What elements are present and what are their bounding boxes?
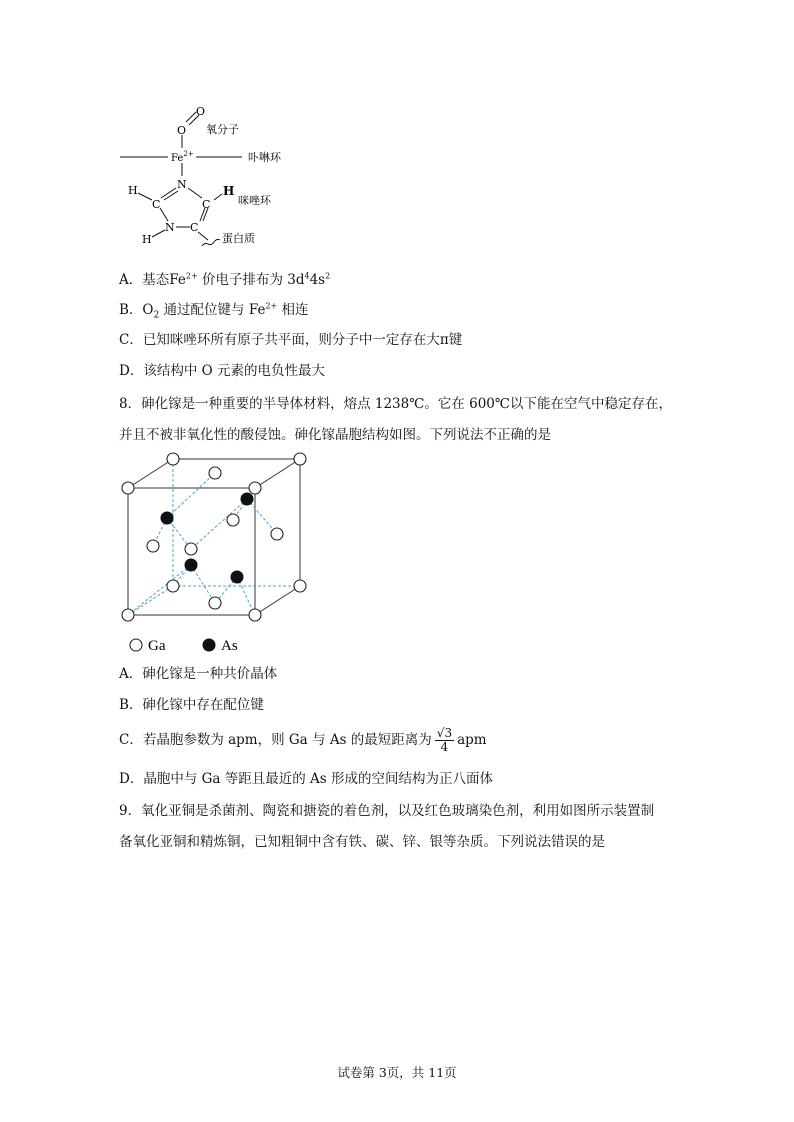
q7-option-c: C．已知咪唑环所有原子共平面，则分子中一定存在大π键: [119, 332, 463, 348]
q8-c-suffix: apm: [457, 732, 487, 748]
h-bond: [138, 193, 152, 200]
q9-stem-line1: 9．氧化亚铜是杀菌剂、陶瓷和搪瓷的着色剂，以及红色玻璃染色剂，利用如图所示装置制: [119, 803, 655, 819]
as-atom: [161, 512, 173, 524]
atom-c-bottom: C: [190, 221, 199, 234]
atom-fe-symbol: Fe: [171, 153, 184, 164]
as-atom: [231, 571, 243, 583]
legend-ga-label: Ga: [148, 638, 166, 654]
atom-fe-charge: 2+: [183, 150, 194, 158]
ga-atom: [185, 543, 197, 555]
atom-h-left: H: [128, 184, 138, 197]
q7-option-b: [119, 300, 309, 320]
ring-bond: [164, 191, 178, 200]
protein-label: 蛋白质: [222, 232, 255, 245]
bond-line: [247, 499, 277, 534]
q8-option-c: [119, 722, 487, 758]
bond-line: [128, 565, 191, 615]
legend-as-label: As: [221, 638, 238, 654]
q7-b-sup1: 2+: [265, 301, 278, 311]
q8-c-fraction-den: 4: [440, 740, 449, 754]
ga-atom: [227, 514, 239, 526]
ga-atom: [209, 597, 221, 609]
ga-atom: [249, 609, 261, 621]
as-atom: [241, 493, 253, 505]
q7-b-prefix: B．O: [119, 302, 154, 318]
q7-a-sup3: 2: [325, 271, 331, 281]
ga-atom: [122, 609, 134, 621]
ring-bond: [160, 208, 168, 221]
atom-c-right: C: [202, 198, 211, 211]
bond-line: [191, 565, 215, 603]
q8-stem-line2: 并且不被非氧化性的酸侵蚀。砷化镓晶胞结构如图。下列说法不正确的是: [119, 427, 551, 443]
q8-option-a: A．砷化镓是一种共价晶体: [119, 666, 278, 682]
q7-a-mid2: 4s: [309, 272, 326, 288]
legend-ga-marker: [130, 639, 142, 651]
wavy-bond-icon: [202, 239, 220, 246]
atom-fe: [171, 150, 194, 164]
c-protein-bond: [198, 232, 208, 240]
ring-bond: [188, 188, 202, 198]
q8-option-d: D．晶胞中与 Ga 等距且最近的 As 形成的空间结构为正八面体: [119, 771, 493, 787]
heme-structure-diagram: [110, 100, 330, 252]
legend-as-marker: [203, 639, 216, 652]
atom-o1: O: [177, 124, 187, 137]
q7-option-d: D．该结构中 O 元素的电负性最大: [119, 363, 325, 379]
ga-atom: [167, 580, 179, 592]
h-bond: [152, 230, 165, 237]
q7-option-a: [119, 270, 330, 290]
ga-atom: [122, 482, 134, 494]
q7-a-prefix: A．基态Fe: [119, 272, 186, 288]
ga-atom: [294, 580, 306, 592]
q7-a-sup2: 4: [304, 271, 310, 281]
cube-edge: [128, 459, 173, 488]
ga-atom: [147, 540, 159, 552]
q8-option-b: B．砷化镓中存在配位键: [119, 697, 264, 713]
bond-line: [191, 499, 247, 549]
atom-o2: O: [196, 105, 206, 118]
hidden-edge: [128, 586, 173, 615]
atom-n-bottom: N: [165, 221, 175, 234]
ring-bond: [161, 188, 176, 198]
h-bond: [214, 194, 222, 200]
cube-edge: [255, 586, 300, 615]
atom-h-right: H: [223, 184, 235, 198]
imidazole-label: 咪唑环: [238, 194, 271, 207]
q8-stem-line1: 8．砷化镓是一种重要的半导体材料，熔点 1238℃。它在 600℃以下能在空气中稳定存在，: [119, 396, 672, 412]
q7-a-sup1: 2+: [185, 271, 198, 281]
bond-line: [167, 473, 215, 518]
q8-c-fraction: [435, 727, 454, 754]
q7-b-sub1: 2: [153, 310, 160, 321]
q9-stem-line2: 备氧化亚铜和精炼铜，已知粗铜中含有铁、碳、锌、银等杂质。下列说法错误的是: [119, 834, 605, 850]
atom-h-bottom: H: [142, 233, 152, 246]
o2-label: 氧分子: [206, 123, 239, 136]
q7-b-suffix: 相连: [277, 302, 309, 318]
ga-atom: [249, 482, 261, 494]
o2-bond: [186, 112, 196, 122]
q7-b-mid: 通过配位键与 Fe: [159, 302, 266, 318]
ga-atom: [294, 453, 306, 465]
gaas-unit-cell-diagram: [115, 448, 330, 658]
cube-edge: [255, 459, 300, 488]
q8-c-fraction-num: √3: [436, 726, 453, 740]
ga-atom: [271, 528, 283, 540]
porphyrin-label: 卟啉环: [248, 151, 281, 164]
as-atom: [185, 559, 197, 571]
atom-n-top: N: [177, 178, 187, 191]
q7-a-mid: 价电子排布为 3d: [197, 272, 305, 288]
ga-atom: [209, 467, 221, 479]
q8-c-prefix: C．若晶胞参数为 apm，则 Ga 与 As 的最短距离为: [119, 732, 432, 748]
ga-atom: [167, 453, 179, 465]
page-footer: 试卷第 3页，共 11页: [337, 1065, 457, 1080]
atom-c-left: C: [152, 198, 161, 211]
